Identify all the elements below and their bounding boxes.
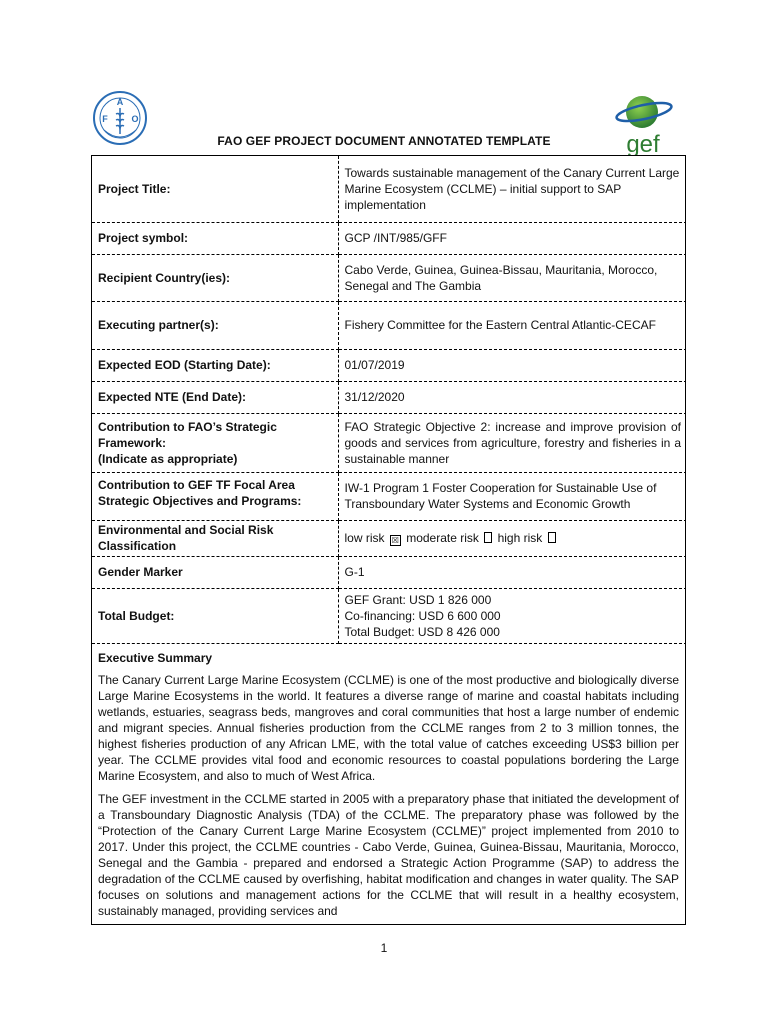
total-budget-line: Total Budget: USD 8 426 000 xyxy=(344,624,500,639)
moderate-risk-label: moderate risk xyxy=(406,531,479,545)
expected-nte-value: 31/12/2020 xyxy=(338,381,686,413)
project-info-frame xyxy=(91,155,686,925)
table-row xyxy=(92,588,686,643)
project-title-label: Project Title: xyxy=(92,156,338,222)
project-symbol-label: Project symbol: xyxy=(92,222,338,254)
risk-classification-value xyxy=(338,520,686,556)
fao-strategic-label-line: Framework: xyxy=(98,435,167,450)
svg-text:F: F xyxy=(102,114,108,124)
table-row xyxy=(92,349,686,381)
high-risk-label: high risk xyxy=(497,531,543,545)
fao-strategic-value: FAO Strategic Objective 2: increase and improve provision of goods and services from agriculture, forestry and fisheries in a sustainable manner xyxy=(338,413,686,472)
fao-strategic-label xyxy=(92,413,338,472)
table-row xyxy=(92,156,686,222)
expected-eod-value: 01/07/2019 xyxy=(338,349,686,381)
table-row xyxy=(92,381,686,413)
table-row xyxy=(92,472,686,520)
summary-paragraph: The Canary Current Large Marine Ecosystem (CCLME) is one of the most productive and biologically diverse Large Marine Ecosystems in the world. It features a diverse range of marine and coastal habitats including wetlands, estuaries, seagrass beds, mangroves and coral communities that host a large number of endemic and migrant species. Annual fisheries production from the CCLME ranges from 2 to 3 million tonnes, the highest fisheries production of any African LME, with the total value of catches exceeding US$3 billion per year. The CCLME provides vital food and economic resources to coastal populations bordering the Large Marine Ecosystem, and also to much of West Africa. xyxy=(98,672,679,783)
fao-strategic-label-line: (Indicate as appropriate) xyxy=(98,451,238,466)
table-row xyxy=(92,556,686,588)
co-financing-line: Co-financing: USD 6 600 000 xyxy=(344,608,501,623)
executing-partners-value: Fishery Committee for the Eastern Central Atlantic-CECAF xyxy=(338,301,686,349)
total-budget-value xyxy=(338,588,686,643)
executive-summary xyxy=(92,650,685,919)
gef-grant-line: GEF Grant: USD 1 826 000 xyxy=(344,592,492,607)
gef-focal-area-value: IW-1 Program 1 Foster Cooperation for Sustainable Use of Transboundary Water Systems and Economic Growth xyxy=(338,472,686,520)
recipient-countries-label: Recipient Country(ies): xyxy=(92,254,338,301)
page-number: 1 xyxy=(380,941,388,955)
table-row xyxy=(92,413,686,472)
recipient-countries-value: Cabo Verde, Guinea, Guinea-Bissau, Mauritania, Morocco, Senegal and The Gambia xyxy=(338,254,686,301)
table-row xyxy=(92,254,686,301)
summary-paragraph: The GEF investment in the CCLME started in 2005 with a preparatory phase that initiated the development of a Transboundary Diagnostic Analysis (TDA) of the CCLME. The preparatory phase was followed by the “Protection of the Canary Current Large Marine Ecosystem (CCLME)” project implemented from 2010 to 2017. Under this project, the CCLME countries - Cabo Verde, Guinea, Guinea-Bissau, Mauritania, Morocco, Senegal and the Gambia - prepared and endorsed a Strategic Action Programme (SAP) to address the degradation of the CCLME caused by overfishing, habitat modification and changes in water quality. The SAP focuses on solutions and management actions for the CCLME that will result in a healthy ecosystem, sustainably managed, providing services and xyxy=(98,791,679,918)
risk-classification-label: Environmental and Social Risk Classification xyxy=(92,520,338,556)
svg-text:O: O xyxy=(131,114,139,124)
document-title: FAO GEF PROJECT DOCUMENT ANNOTATED TEMPLATE xyxy=(217,134,551,148)
low-risk-label: low risk xyxy=(344,531,385,545)
expected-eod-label: Expected EOD (Starting Date): xyxy=(92,349,338,381)
table-row xyxy=(92,222,686,254)
svg-text:gef: gef xyxy=(626,131,660,156)
executive-summary-heading: Executive Summary xyxy=(98,650,213,665)
expected-nte-label: Expected NTE (End Date): xyxy=(92,381,338,413)
project-title-value: Towards sustainable management of the Canary Current Large Marine Ecosystem (CCLME) – initial support to SAP implementation xyxy=(338,156,686,222)
fao-strategic-label-line: Contribution to FAO’s Strategic xyxy=(98,419,277,434)
gender-marker-value: G-1 xyxy=(338,556,686,588)
executing-partners-label: Executing partner(s): xyxy=(92,301,338,349)
project-info-table xyxy=(92,156,686,644)
svg-text:A: A xyxy=(116,97,124,107)
moderate-risk-checkbox[interactable] xyxy=(484,532,492,543)
gef-focal-area-label: Contribution to GEF TF Focal Area Strategic Objectives and Programs: xyxy=(92,472,338,520)
project-symbol-value: GCP /INT/985/GFF xyxy=(338,222,686,254)
low-risk-checkbox[interactable]: ☒ xyxy=(391,536,399,545)
total-budget-label: Total Budget: xyxy=(92,588,338,643)
table-row xyxy=(92,520,686,556)
table-row xyxy=(92,301,686,349)
high-risk-checkbox[interactable] xyxy=(548,532,556,543)
gender-marker-label: Gender Marker xyxy=(92,556,338,588)
